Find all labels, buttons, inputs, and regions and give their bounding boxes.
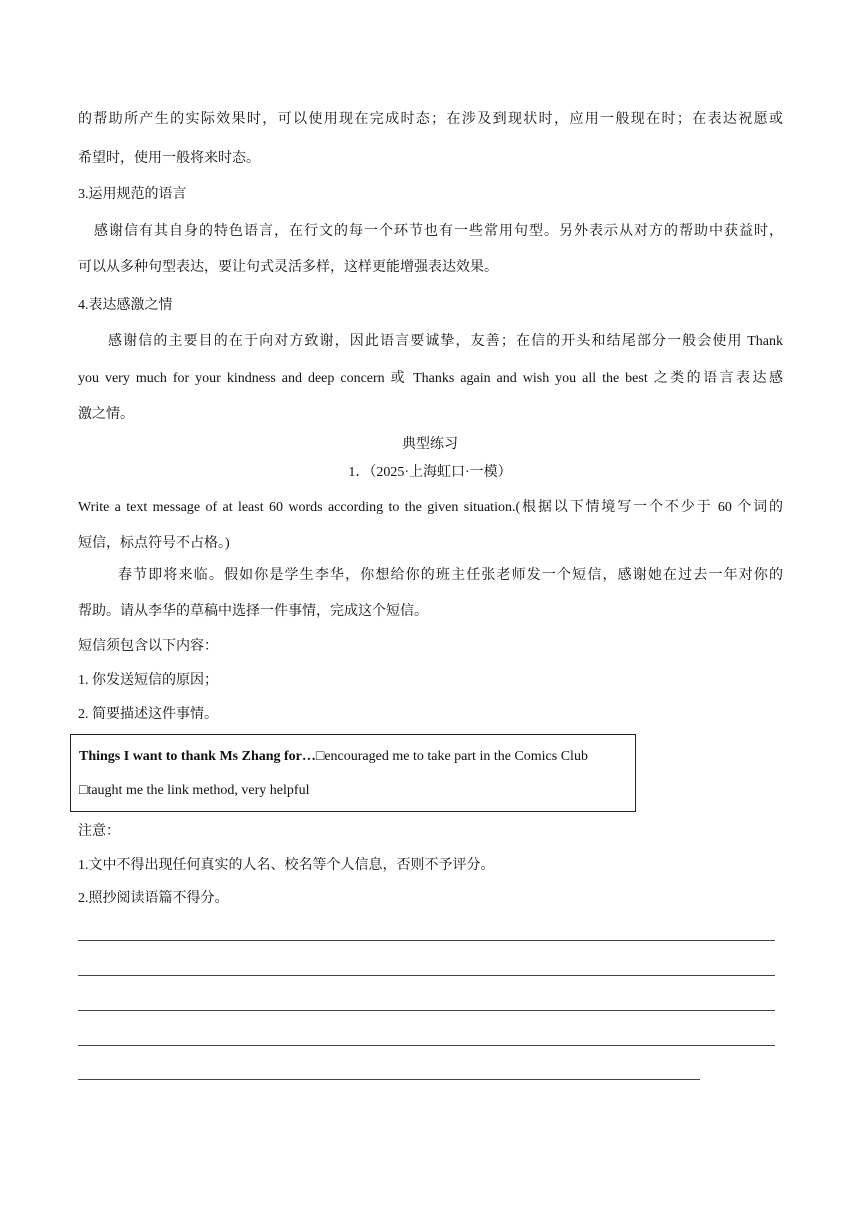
requirement-point: 1. 你发送短信的原因； [78, 673, 218, 688]
paragraph-line: you very much for your kindness and deep concern 或 Thanks again and wish you all the best 之类的语言表达感 [78, 371, 783, 386]
instruction-line: 短信，标点符号不占格。) [78, 536, 230, 551]
draft-item: □taught me the link method, very helpful [79, 783, 310, 798]
section-heading: 3.运用规范的语言 [78, 187, 187, 202]
answer-line[interactable] [78, 1010, 775, 1011]
draft-lead: Things I want to thank Ms Zhang for… [79, 749, 316, 764]
requirement-point: 2. 简要描述这件事情。 [78, 707, 218, 722]
paragraph-line: 感谢信有其自身的特色语言，在行文的每一个环节也有一些常用句型。另外表示从对方的帮助中获益时， [94, 224, 783, 239]
situation-line: 帮助。请从李华的草稿中选择一件事情，完成这个短信。 [78, 604, 428, 619]
paragraph-line: 希望时，使用一般将来时态。 [78, 151, 260, 166]
answer-line[interactable] [78, 940, 775, 941]
paragraph-line: 的帮助所产生的实际效果时，可以使用现在完成时态；在涉及到现状时，应用一般现在时；在表达祝愿或 [78, 112, 783, 127]
draft-item: □encouraged me to take part in the Comics Club [315, 749, 588, 764]
requirement-intro: 短信须包含以下内容： [78, 639, 218, 654]
paragraph-line: 感谢信的主要目的在于向对方致谢，因此语言要诚挚，友善；在信的开头和结尾部分一般会使用 Thank [108, 334, 783, 349]
answer-line[interactable] [78, 1079, 700, 1080]
question-number-source: 1．（2025·上海虹口·一模） [348, 465, 512, 480]
answer-line[interactable] [78, 1045, 775, 1046]
answer-line[interactable] [78, 975, 775, 976]
draft-line [79, 748, 588, 766]
instruction-line: Write a text message of at least 60 words according to the given situation.(根据以下情境写一个不少于 60 个词的 [78, 500, 783, 515]
situation-line: 春节即将来临。假如你是学生李华，你想给你的班主任张老师发一个短信，感谢她在过去一年对你的 [118, 568, 783, 583]
note-line: 1.文中不得出现任何真实的人名、校名等个人信息，否则不予评分。 [78, 858, 495, 873]
exercise-title: 典型练习 [402, 437, 458, 452]
note-title: 注意： [78, 824, 120, 839]
draft-box [70, 734, 636, 812]
paragraph-line: 可以从多种句型表达，要让句式灵活多样，这样更能增强表达效果。 [78, 260, 498, 275]
note-line: 2.照抄阅读语篇不得分。 [78, 891, 229, 906]
section-heading: 4.表达感激之情 [78, 298, 173, 313]
paragraph-line: 激之情。 [78, 407, 134, 422]
